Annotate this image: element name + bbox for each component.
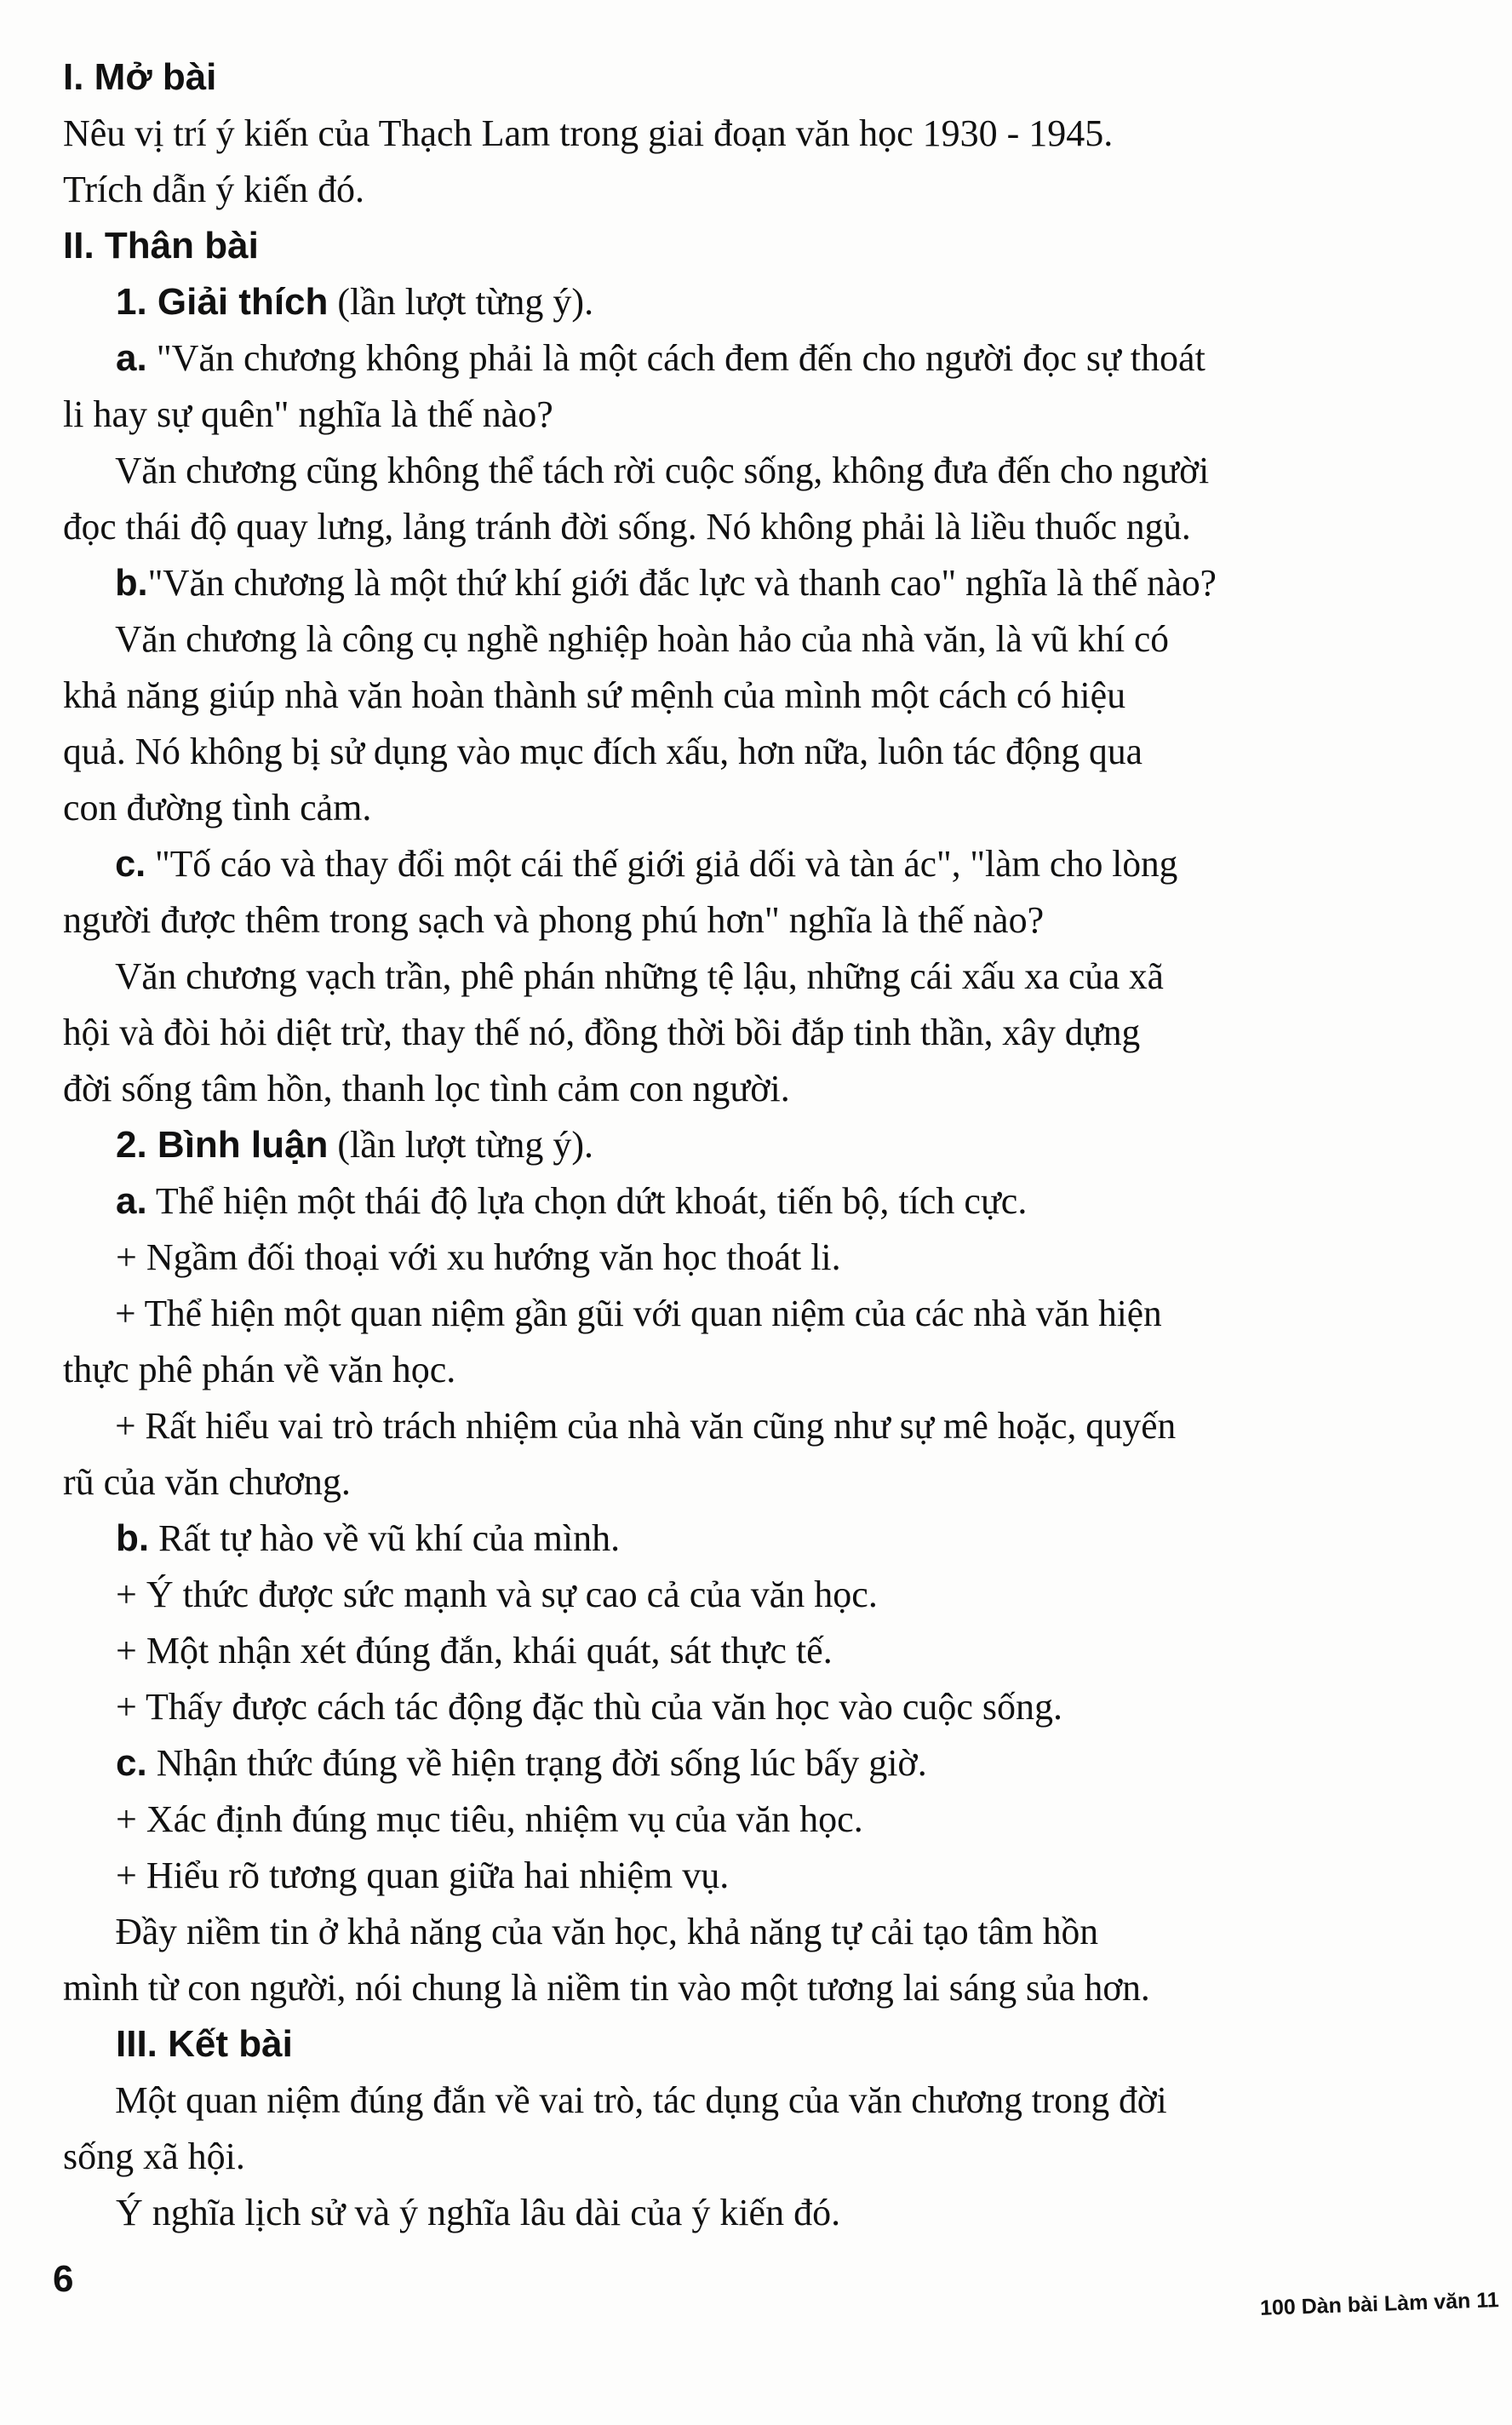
- text-line: Văn chương cũng không thể tách rời cuộc sống, không đưa đến cho người: [115, 450, 1210, 491]
- text-line: Nêu vị trí ý kiến của Thạch Lam trong giai đoạn văn học 1930 - 1945.: [63, 112, 1114, 154]
- item-text: Nhận thức đúng về hiện trạng đời sống lúc bấy giờ.: [146, 1742, 927, 1784]
- item-text: Rất tự hào về vũ khí của mình.: [149, 1517, 621, 1559]
- item-c-line: [63, 836, 1472, 892]
- text-line: Trích dẫn ý kiến đó.: [63, 169, 365, 210]
- bullet-line: + Hiểu rõ tương quan giữa hai nhiệm vụ.: [116, 1855, 730, 1896]
- bullet-line: + Ngầm đối thoại với xu hướng văn học thoát li.: [116, 1236, 841, 1278]
- item-label: a.: [116, 1180, 147, 1222]
- text-line: li hay sự quên" nghĩa là thế nào?: [63, 393, 553, 435]
- text-line: rũ của văn chương.: [63, 1461, 351, 1503]
- text-line: Một quan niệm đúng đắn về vai trò, tác dụng của văn chương trong đời: [115, 2079, 1167, 2121]
- item-label: c.: [116, 1742, 147, 1784]
- subheading-giai-thich: [63, 274, 1493, 330]
- heading-than-bai: II. Thân bài: [63, 225, 259, 267]
- text-line: đời sống tâm hồn, thanh lọc tình cảm con người.: [63, 1068, 790, 1109]
- bullet-line: + Rất hiểu vai trò trách nhiệm của nhà văn cũng như sự mê hoặc, quyến: [115, 1405, 1177, 1447]
- book-title: 100 Dàn bài Làm văn 11: [1259, 2288, 1500, 2320]
- heading-mo-bai: I. Mở bài: [63, 56, 217, 98]
- item-text: Thể hiện một thái độ lựa chọn dứt khoát, tiến bộ, tích cực.: [146, 1180, 1028, 1222]
- item-text: "Văn chương là một thứ khí giới đắc lực và thanh cao" nghĩa là thế nào?: [147, 562, 1217, 604]
- bullet-line: + Ý thức được sức mạnh và sự cao cả của văn học.: [116, 1574, 878, 1615]
- subheading-label: 1. Giải thích: [116, 281, 329, 323]
- text-line: mình từ con người, nói chung là niềm tin vào một tương lai sáng sủa hơn.: [63, 1967, 1150, 2009]
- text-line: Văn chương là công cụ nghề nghiệp hoàn hảo của nhà văn, là vũ khí có: [115, 618, 1169, 660]
- item-b-line: [63, 555, 1472, 611]
- item-c-line: [63, 1735, 1493, 1792]
- text-line: con đường tình cảm.: [63, 787, 372, 828]
- item-a-line: [63, 330, 1493, 387]
- text-line: thực phê phán về văn học.: [63, 1349, 456, 1390]
- text-line: Văn chương vạch trần, phê phán những tệ lậu, những cái xấu xa của xã: [115, 955, 1164, 997]
- text-line: đọc thái độ quay lưng, lảng tránh đời sống. Nó không phải là liều thuốc ngủ.: [63, 506, 1191, 547]
- bullet-line: + Xác định đúng mục tiêu, nhiệm vụ của văn học.: [116, 1798, 863, 1840]
- text-line: hội và đòi hỏi diệt trừ, thay thế nó, đồng thời bồi đắp tinh thần, xây dựng: [63, 1012, 1141, 1053]
- text-line: khả năng giúp nhà văn hoàn thành sứ mệnh của mình một cách có hiệu: [63, 674, 1126, 716]
- subheading-note: (lần lượt từng ý).: [328, 281, 594, 323]
- item-label: c.: [115, 843, 146, 885]
- text-line: sống xã hội.: [63, 2135, 245, 2177]
- bullet-line: + Một nhận xét đúng đắn, khái quát, sát thực tế.: [116, 1630, 833, 1671]
- text-line: người được thêm trong sạch và phong phú hơn" nghĩa là thế nào?: [63, 899, 1045, 941]
- text-line: Đầy niềm tin ở khả năng của văn học, khả năng tự cải tạo tâm hồn: [115, 1911, 1099, 1952]
- item-label: b.: [116, 1517, 150, 1559]
- text-line: Ý nghĩa lịch sử và ý nghĩa lâu dài của ý kiến đó.: [116, 2192, 841, 2233]
- item-text: "Tố cáo và thay đổi một cái thế giới giả dối và tàn ác", "làm cho lòng: [146, 843, 1178, 885]
- text-line: quả. Nó không bị sử dụng vào mục đích xấu, hơn nữa, luôn tác động qua: [63, 731, 1143, 772]
- bullet-line: + Thể hiện một quan niệm gần gũi với quan niệm của các nhà văn hiện: [115, 1293, 1162, 1334]
- item-b-line: [63, 1511, 1493, 1567]
- item-label: a.: [116, 337, 147, 379]
- item-a-line: [63, 1173, 1493, 1230]
- subheading-label: 2. Bình luận: [116, 1124, 329, 1166]
- item-label: b.: [115, 562, 148, 604]
- subheading-note: (lần lượt từng ý).: [328, 1124, 594, 1166]
- page-content: [63, 49, 1493, 2241]
- subheading-binh-luan: [63, 1117, 1493, 1173]
- item-text: "Văn chương không phải là một cách đem đến cho người đọc sự thoát: [146, 337, 1206, 379]
- bullet-line: + Thấy được cách tác động đặc thù của văn học vào cuộc sống.: [116, 1686, 1063, 1728]
- page-number: 6: [53, 2258, 74, 2300]
- heading-ket-bai: III. Kết bài: [116, 2023, 293, 2065]
